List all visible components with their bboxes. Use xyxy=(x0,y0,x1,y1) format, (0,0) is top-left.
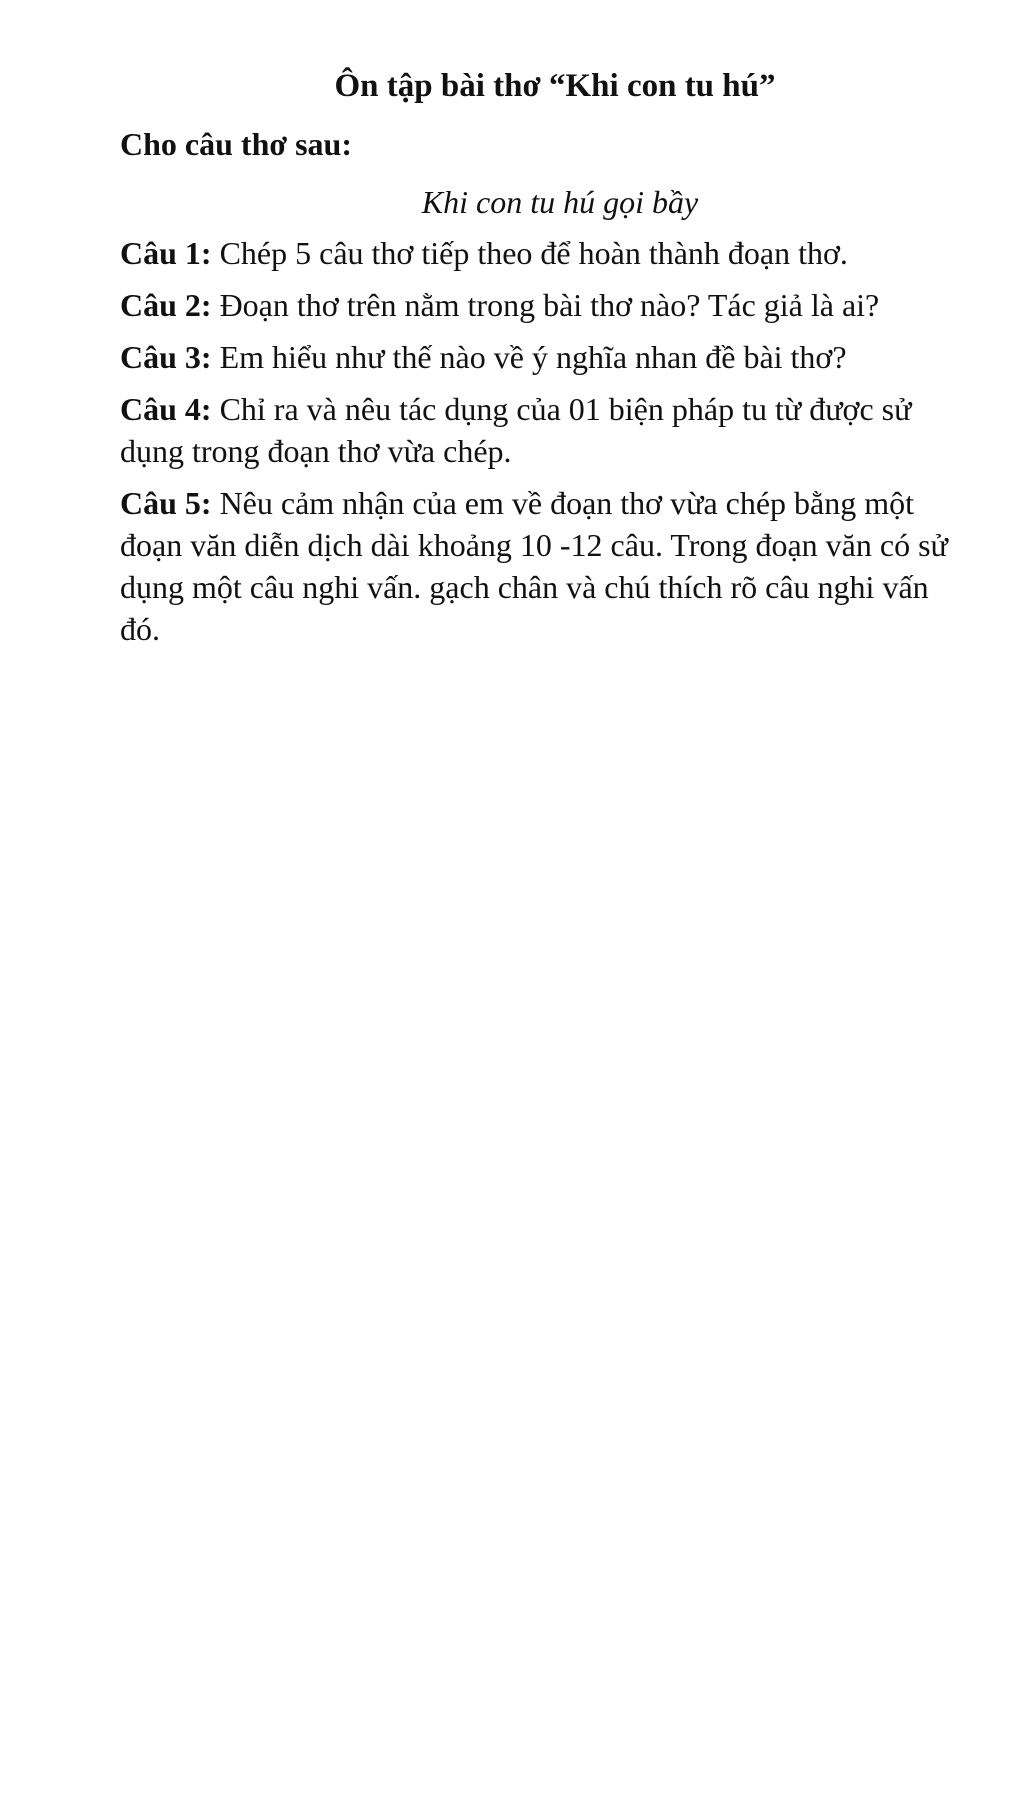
question-5-text: Nêu cảm nhận của em về đoạn thơ vừa chép bằng một đoạn văn diễn dịch dài khoảng 10 -12 câu. Trong đoạn văn có sử dụng một câu nghi vấn. gạch chân và chú thích rõ câu nghi vấn đó. xyxy=(120,485,948,647)
question-2-text: Đoạn thơ trên nằm trong bài thơ nào? Tác giả là ai? xyxy=(211,287,880,323)
question-3-label: Câu 3: xyxy=(120,339,212,375)
question-5-label: Câu 5: xyxy=(120,485,212,521)
document-page xyxy=(120,60,950,650)
question-1-label: Câu 1: xyxy=(120,235,212,271)
question-2-label: Câu 2: xyxy=(120,287,212,323)
question-5 xyxy=(120,482,950,650)
question-1-text: Chép 5 câu thơ tiếp theo để hoàn thành đoạn thơ. xyxy=(211,235,848,271)
question-2 xyxy=(120,284,950,326)
question-1 xyxy=(120,232,950,274)
intro-text: Cho câu thơ sau: xyxy=(120,126,352,162)
poem-verse: Khi con tu hú gọi bầy xyxy=(421,184,699,220)
question-4 xyxy=(120,388,950,472)
document-title: Ôn tập bài thơ “Khi con tu hú” xyxy=(334,68,776,104)
question-4-text: Chỉ ra và nêu tác dụng của 01 biện pháp tu từ được sử dụng trong đoạn thơ vừa chép. xyxy=(120,391,912,469)
question-3 xyxy=(120,336,950,378)
question-3-text: Em hiểu như thế nào về ý nghĩa nhan đề bài thơ? xyxy=(211,339,847,375)
question-4-label: Câu 4: xyxy=(120,391,212,427)
